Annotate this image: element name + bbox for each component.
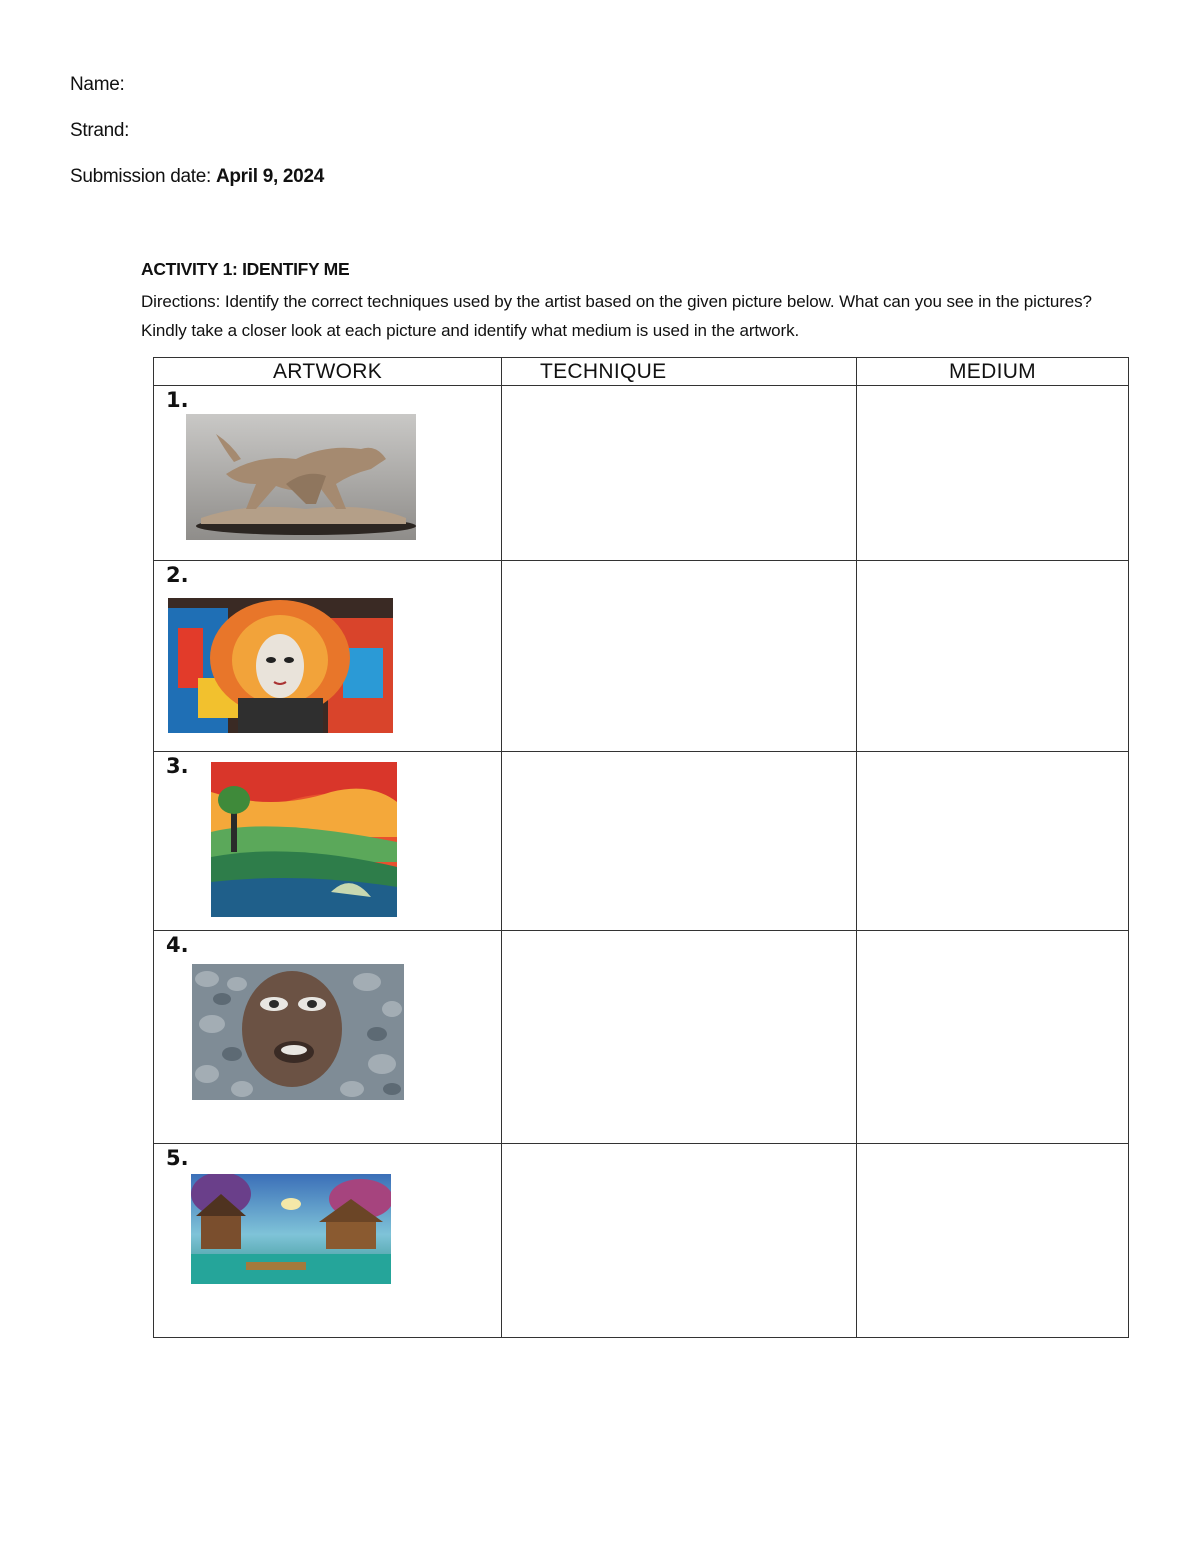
activity-table — [153, 357, 1129, 1338]
name-field — [70, 74, 124, 96]
strand-label: Strand: — [70, 120, 130, 141]
header-medium: MEDIUM — [857, 358, 1129, 386]
table-row — [154, 931, 1129, 1144]
strand-field — [70, 120, 129, 142]
submission-date-value: April 9, 2024 — [215, 166, 324, 187]
artwork-cell — [154, 386, 502, 561]
technique-answer-cell[interactable] — [502, 931, 857, 1144]
pebble-mosaic-face-image — [192, 964, 404, 1100]
row-number: 1. — [166, 388, 189, 412]
row-number: 5. — [166, 1146, 189, 1170]
submission-date-label: Submission date: — [70, 166, 211, 187]
name-label: Name: — [70, 74, 125, 95]
table-header-row — [154, 358, 1129, 386]
technique-answer-cell[interactable] — [502, 386, 857, 561]
medium-answer-cell[interactable] — [857, 931, 1129, 1144]
medium-answer-cell[interactable] — [857, 1144, 1129, 1338]
header-artwork: ARTWORK — [154, 358, 502, 386]
submission-date-field — [70, 166, 324, 188]
medium-answer-cell[interactable] — [857, 752, 1129, 931]
artwork-cell — [154, 752, 502, 931]
table-row — [154, 1144, 1129, 1338]
technique-answer-cell[interactable] — [502, 561, 857, 752]
artwork-cell — [154, 561, 502, 752]
row-number: 3. — [166, 754, 189, 778]
activity-directions: Directions: Identify the correct techniques used by the artist based on the given picture below. What can you see in the pictures? Kindly take a closer look at each picture and identify what medium is used in the artwork. — [141, 292, 1092, 340]
graffiti-mural-image — [168, 598, 393, 733]
row-number: 4. — [166, 933, 189, 957]
medium-answer-cell[interactable] — [857, 386, 1129, 561]
medium-answer-cell[interactable] — [857, 561, 1129, 752]
technique-answer-cell[interactable] — [502, 1144, 857, 1338]
artwork-cell — [154, 1144, 502, 1338]
table-row — [154, 561, 1129, 752]
technique-answer-cell[interactable] — [502, 752, 857, 931]
clay-wolf-sculpture-image — [186, 414, 416, 540]
table-row — [154, 752, 1129, 931]
digital-fantasy-village-image — [191, 1174, 391, 1284]
artwork-cell — [154, 931, 502, 1144]
header-technique: TECHNIQUE — [502, 358, 857, 386]
table-row — [154, 386, 1129, 561]
paper-collage-landscape-image — [211, 762, 397, 917]
row-number: 2. — [166, 563, 189, 587]
activity-title: ACTIVITY 1: IDENTIFY ME — [141, 259, 350, 279]
